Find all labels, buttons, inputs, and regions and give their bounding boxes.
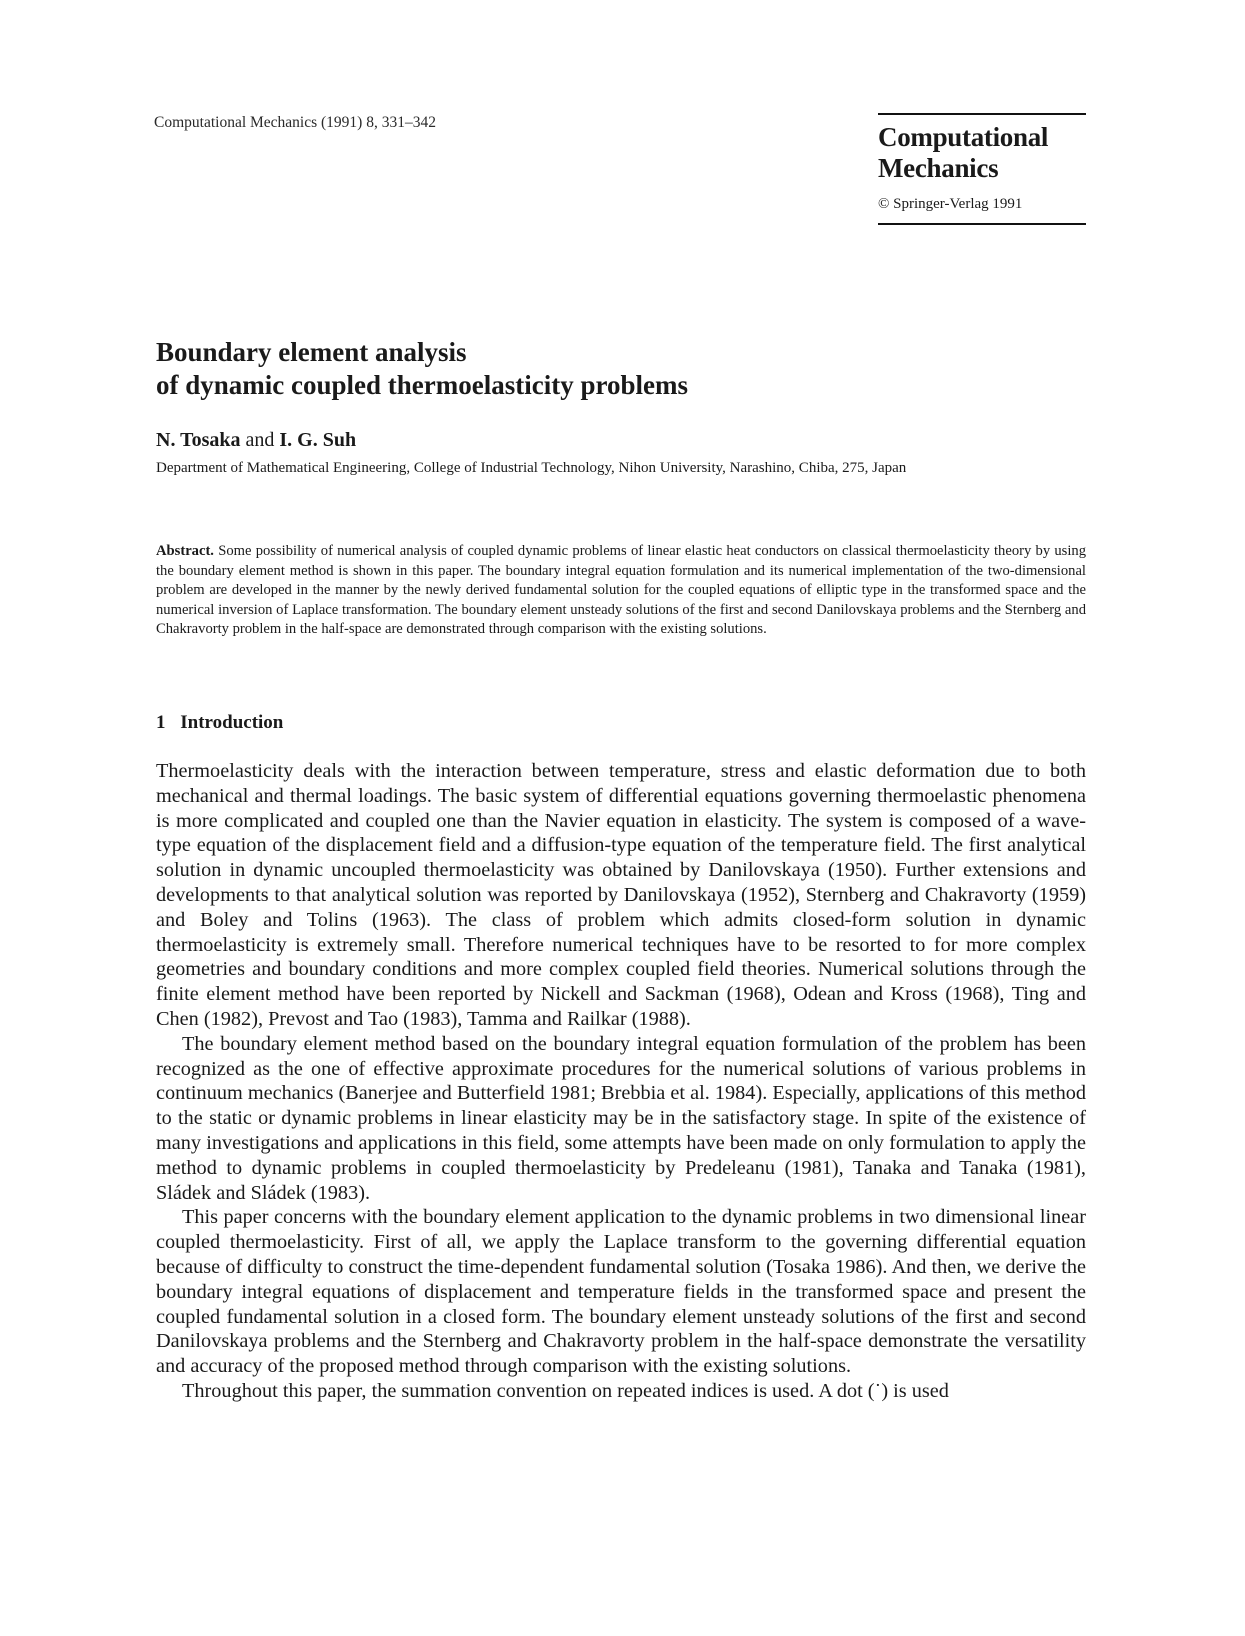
copyright-notice: © Springer-Verlag 1991 <box>878 196 1023 212</box>
abstract-label: Abstract. <box>156 543 214 559</box>
body-paragraph: This paper concerns with the boundary element application to the dynamic problems in two dimensional linear coupled thermoelasticity. First of all, we apply the Laplace transform to the governing differential equation because of difficulty to construct the time-dependent fundamental solution (Tosaka 1986). And then, we derive the boundary integral equations of displacement and temperature fields in the transformed space and present the coupled fundamental solution in a closed form. The boundary element unsteady solutions of the first and second Danilovskaya problems and the Sternberg and Chakravorty problem in the half-space demonstrate the versatility and accuracy of the proposed method through comparison with the existing solutions. <box>156 1206 1086 1378</box>
title-line2: of dynamic coupled thermoelasticity problems <box>156 370 688 400</box>
paper-title <box>156 336 688 402</box>
body-text <box>156 759 1086 1404</box>
abstract-text: Some possibility of numerical analysis of coupled dynamic problems of linear elastic heat conductors on classical thermoelasticity theory by using the boundary element method is shown in this paper. The boundary integral equation formulation and its numerical implementation of the two-dimensional problem are developed in the manner by the newly derived fundamental solution for the coupled equations of elliptic type in the transformed space and the numerical inversion of Laplace transformation. The boundary element unsteady solutions of the first and second Danilovskaya problems and the Sternberg and Chakravorty problem in the half-space are demonstrated through comparison with the existing solutions. <box>156 543 1086 638</box>
author-2: I. G. Suh <box>279 429 357 451</box>
abstract <box>156 542 1086 640</box>
journal-name <box>878 122 1086 184</box>
author-1: N. Tosaka <box>156 429 241 451</box>
section-heading <box>156 712 283 734</box>
masthead-bottom-rule <box>878 223 1086 225</box>
author-conjunction: and <box>245 429 275 451</box>
body-paragraph: Throughout this paper, the summation convention on repeated indices is used. A dot (˙) is used <box>182 1379 949 1402</box>
body-paragraph: The boundary element method based on the boundary integral equation formulation of the problem has been recognized as the one of effective approximate procedures for the numerical solutions of various problems in continuum mechanics (Banerjee and Butterfield 1981; Brebbia et al. 1984). Especially, applications of this method to the static or dynamic problems in linear elasticity may be in the satisfactory stage. In spite of the existence of many investigations and applications in this field, some attempts have been made on only formulation to apply the method to dynamic problems in coupled thermoelasticity by Predeleanu (1981), Tanaka and Tanaka (1981), Sládek and Sládek (1983). <box>156 1032 1086 1204</box>
journal-name-line1: Computational <box>878 122 1049 152</box>
section-title: Introduction <box>180 712 284 733</box>
author-list <box>156 429 356 452</box>
body-paragraph: Thermoelasticity deals with the interaction between temperature, stress and elastic deformation due to both mechanical and thermal loadings. The basic system of differential equations governing thermoelastic phenomena is more complicated and coupled one than the Navier equation in elasticity. The system is composed of a wave-type equation of the displacement field and a diffusion-type equation of the temperature field. The first analytical solution in dynamic uncoupled thermoelasticity was obtained by Danilovskaya (1950). Further extensions and developments to that analytical solution was reported by Danilovskaya (1952), Sternberg and Chakravorty (1959) and Boley and Tolins (1963). The class of problem which admits closed-form solution in dynamic thermoelasticity is extremely small. Therefore numerical techniques have to be resorted to for more complex geometries and boundary conditions and more complex coupled field theories. Numerical solutions through the finite element method have been reported by Nickell and Sackman (1968), Odean and Kross (1968), Ting and Chen (1982), Prevost and Tao (1983), Tamma and Railkar (1988). <box>156 760 1086 1030</box>
masthead-top-rule <box>878 113 1086 115</box>
title-line1: Boundary element analysis <box>156 337 467 367</box>
section-number: 1 <box>156 712 166 733</box>
author-affiliation: Department of Mathematical Engineering, College of Industrial Technology, Nihon University, Narashino, Chiba, 275, Japan <box>156 460 907 476</box>
journal-masthead <box>878 113 1086 225</box>
journal-name-line2: Mechanics <box>878 153 999 183</box>
journal-citation: Computational Mechanics (1991) 8, 331–342 <box>154 114 436 131</box>
